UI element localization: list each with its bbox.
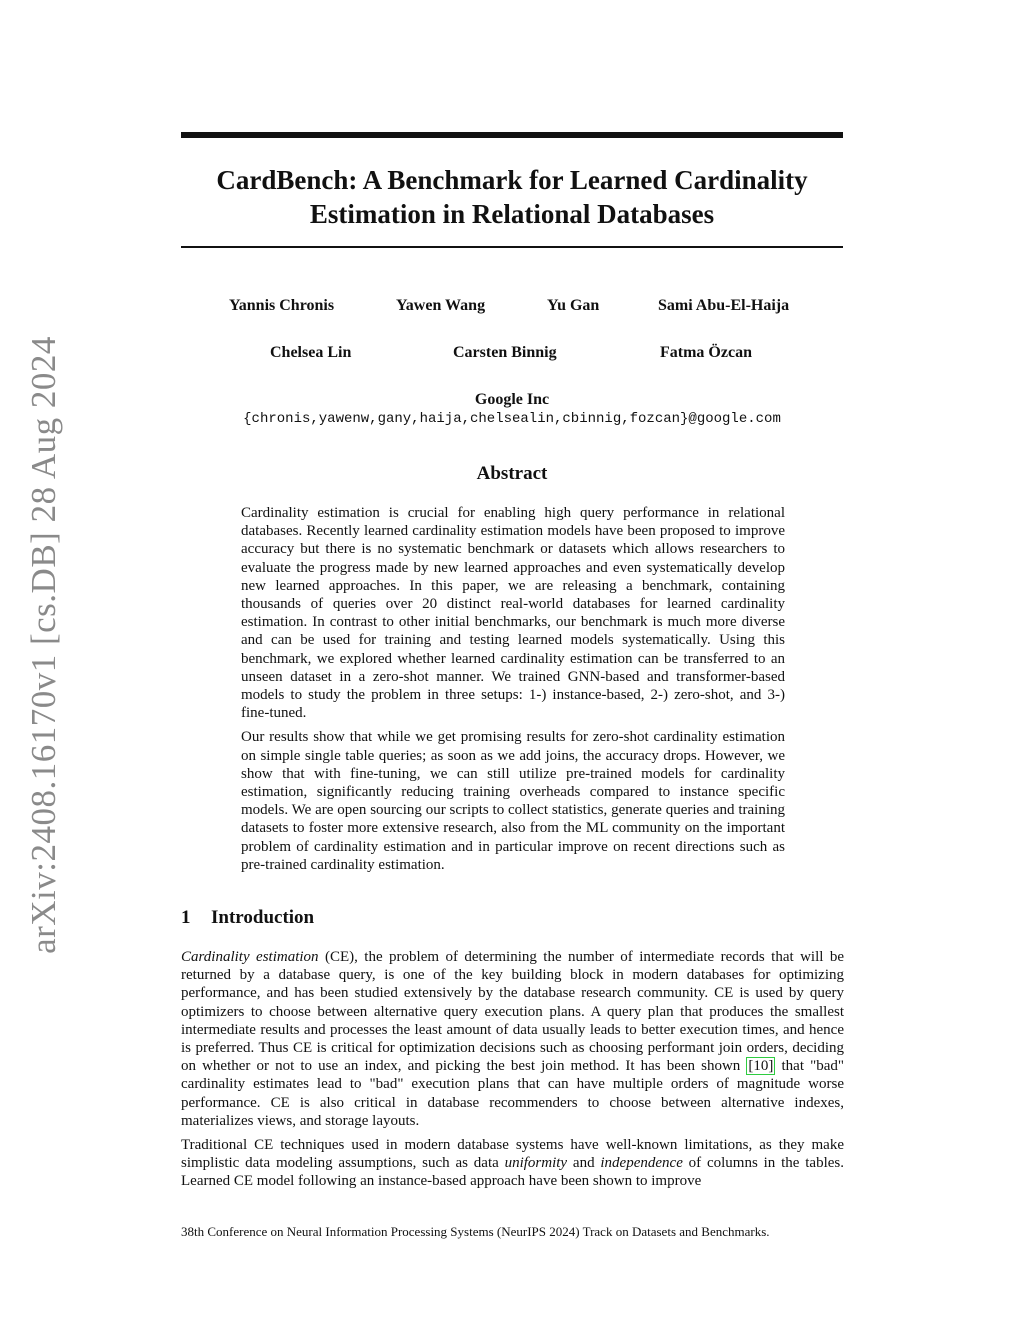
term-emphasis: Cardinality estimation <box>181 949 319 965</box>
term-emphasis: uniformity <box>504 1155 568 1172</box>
title-line-1: CardBench: A Benchmark for Learned Cardinality <box>216 165 808 195</box>
arxiv-id[interactable]: arXiv:2408.16170v1 [cs.DB] 28 Aug 2024 <box>24 336 63 954</box>
title-rule-top <box>181 132 843 138</box>
author-name: Yawen Wang <box>396 297 486 314</box>
body-text-span: and <box>567 1155 601 1172</box>
author-name: Carsten Binnig <box>453 344 557 361</box>
author-name: Sami Abu-El-Haija <box>658 297 790 314</box>
affiliation: Google Inc <box>474 391 550 408</box>
conference-footnote: 38th Conference on Neural Information Processing Systems (NeurIPS 2024) Track on Datasets and Benchmarks. <box>181 1224 770 1239</box>
term-emphasis: independence <box>600 1155 683 1172</box>
author-emails[interactable]: {chronis,yawenw,gany,haija,chelsealin,cbinnig,fozcan}@google.com <box>243 411 781 427</box>
body-text-span: (CE), the problem of determining the number of intermediate records that will be returned by a database query, is one of the key building block in modern databases for optimizing performance, and has been studied extensively by the database research community. CE is used by query optimizers to choose between alternative query execution plans. A query plan that produces the smallest intermediate results and processes the least amount of data usually leads to better execution times, and hence is preferred. Thus CE is critical for optimization decisions such as choosing performant join orders, deciding on whether or not to use an index, and picking the best join method. It has been shown <box>181 949 844 1075</box>
author-name: Yannis Chronis <box>229 297 335 314</box>
author-name: Chelsea Lin <box>270 344 352 361</box>
title-line-2: Estimation in Relational Databases <box>309 199 715 229</box>
introduction-body <box>181 948 844 1197</box>
body-paragraph <box>181 1136 844 1191</box>
citation-link[interactable]: [10] <box>748 1058 774 1075</box>
abstract-body <box>241 504 785 880</box>
section-number: 1 <box>181 907 191 928</box>
abstract-paragraph: Our results show that while we get promising results for zero-shot cardinality estimation on simple single table queries; as soon as we add joins, the accuracy drops. However, we show that with fine-tuning, we can still utilize pre-trained models for cardinality estimation, significantly reducing training overheads compared to instance specific models. We are open sourcing our scripts to collect statistics, generate queries and training datasets to foster more extensive research, also from the ML community on the important problem of cardinality estimation and in particular improve on recent directions such as pre-trained cardinality estimation. <box>241 729 785 873</box>
body-paragraph <box>181 948 844 1130</box>
author-name: Yu Gan <box>547 297 600 314</box>
body-text-span: Traditional CE techniques used in modern database systems have well-known limitations, as they make simplistic data modeling assumptions, such as data <box>181 1137 844 1172</box>
section-heading-introduction <box>181 906 314 930</box>
author-name: Fatma Özcan <box>660 344 752 361</box>
body-text-span: that "bad" cardinality estimates lead to "bad" execution plans that can have multiple orders of magnitude worse performance. CE is also critical in database recommenders to choose between alternative indexes, materializes views, and storage layouts. <box>181 1058 844 1129</box>
body-text-span: of columns in the tables. Learned CE model following an instance-based approach have been shown to improve <box>181 1155 844 1190</box>
paper-title <box>181 163 843 231</box>
section-title: Introduction <box>211 907 315 928</box>
title-rule-bottom <box>181 246 843 248</box>
abstract-paragraph: Cardinality estimation is crucial for enabling high query performance in relational databases. Recently learned cardinality estimation models have been proposed to improve accuracy but there is no systematic benchmark or datasets which allows researchers to evaluate the progress made by new learned approaches and even systematically develop new learned approaches. In this paper, we are releasing a benchmark, containing thousands of queries over 20 distinct real-world databases for learned cardinality estimation. In contrast to other initial benchmarks, our benchmark is much more diverse and can be used for training and testing learned models systematically. Using this benchmark, we explored whether learned cardinality estimation can be transferred to an unseen dataset in a zero-shot manner. We trained GNN-based and transformer-based models to study the problem in three setups: 1-) instance-based, 2-) zero-shot, and 3-) fine-tuned. <box>241 505 785 722</box>
abstract-heading: Abstract <box>476 463 548 484</box>
